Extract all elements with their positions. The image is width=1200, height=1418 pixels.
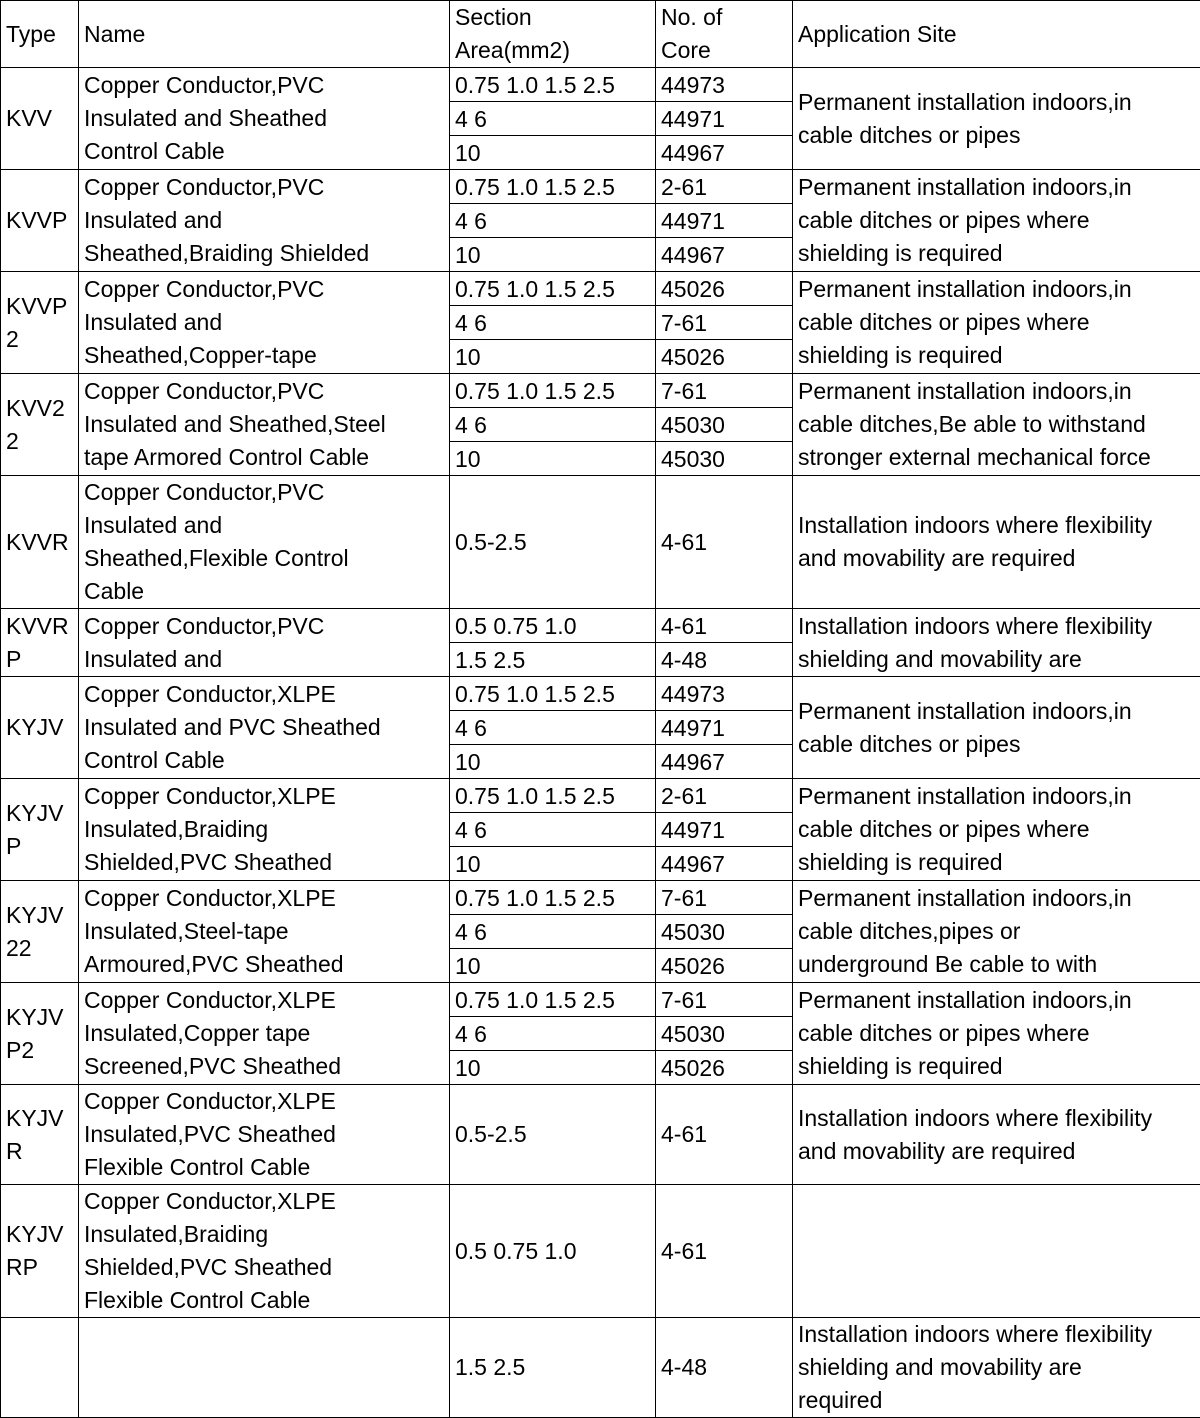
cell-application-site: Permanent installation indoors,in cable ditches or pipes where shielding is required — [793, 983, 1200, 1085]
cell-application-site: Permanent installation indoors,in cable ditches,Be able to withstand stronger external mechanical force — [793, 374, 1200, 476]
cell-core-count: 45026 — [656, 272, 793, 306]
cell-section-area: 0.5 0.75 1.0 — [450, 1185, 656, 1318]
header-type: Type — [1, 1, 79, 68]
table-row — [1, 983, 1200, 1017]
cell-name — [79, 1318, 450, 1418]
cell-section-area: 10 — [450, 340, 656, 374]
cell-section-area: 1.5 2.5 — [450, 643, 656, 677]
cell-section-area: 10 — [450, 442, 656, 476]
cell-core-count: 7-61 — [656, 306, 793, 340]
cell-section-area: 10 — [450, 238, 656, 272]
table-body — [1, 68, 1200, 1418]
cell-type: KVVR P — [1, 609, 79, 677]
cell-core-count: 44971 — [656, 711, 793, 745]
cell-core-count: 44971 — [656, 204, 793, 238]
cell-name: Copper Conductor,PVC Insulated and Sheathed Control Cable — [79, 68, 450, 170]
cell-name: Copper Conductor,XLPE Insulated,PVC Sheathed Flexible Control Cable — [79, 1085, 450, 1185]
cell-section-area: 10 — [450, 136, 656, 170]
cell-section-area: 4 6 — [450, 408, 656, 442]
cell-name: Copper Conductor,XLPE Insulated,Braiding Shielded,PVC Sheathed Flexible Control Cable — [79, 1185, 450, 1318]
cell-core-count: 7-61 — [656, 983, 793, 1017]
header-row — [1, 1, 1200, 68]
cell-name: Copper Conductor,PVC Insulated and Sheathed,Steel tape Armored Control Cable — [79, 374, 450, 476]
cell-core-count: 44971 — [656, 102, 793, 136]
cell-type: KVVP — [1, 170, 79, 272]
cell-application-site: Permanent installation indoors,in cable ditches or pipes where shielding is required — [793, 272, 1200, 374]
cell-section-area: 4 6 — [450, 711, 656, 745]
cell-section-area: 4 6 — [450, 306, 656, 340]
table-row — [1, 779, 1200, 813]
table-row — [1, 68, 1200, 102]
cell-type: KYJV — [1, 677, 79, 779]
cell-application-site: Permanent installation indoors,in cable ditches or pipes where shielding is required — [793, 779, 1200, 881]
cell-core-count: 44973 — [656, 677, 793, 711]
cell-application-site: Installation indoors where flexibility shielding and movability are — [793, 609, 1200, 677]
cell-type: KYJV 22 — [1, 881, 79, 983]
cell-name: Copper Conductor,PVC Insulated and — [79, 609, 450, 677]
cell-section-area: 0.75 1.0 1.5 2.5 — [450, 68, 656, 102]
cell-name: Copper Conductor,XLPE Insulated,Copper tape Screened,PVC Sheathed — [79, 983, 450, 1085]
cell-section-area: 4 6 — [450, 813, 656, 847]
cell-core-count: 4-61 — [656, 476, 793, 609]
cell-core-count: 7-61 — [656, 881, 793, 915]
cell-type: KYJV P2 — [1, 983, 79, 1085]
header-section-area: Section Area(mm2) — [450, 1, 656, 68]
header-application-site: Application Site — [793, 1, 1200, 68]
table-row — [1, 1085, 1200, 1185]
cell-section-area: 4 6 — [450, 204, 656, 238]
cell-application-site: Installation indoors where flexibility and movability are required — [793, 476, 1200, 609]
table-row — [1, 374, 1200, 408]
header-name: Name — [79, 1, 450, 68]
cell-name: Copper Conductor,XLPE Insulated,Steel-tape Armoured,PVC Sheathed — [79, 881, 450, 983]
cell-type: KYJV R — [1, 1085, 79, 1185]
cell-section-area: 0.75 1.0 1.5 2.5 — [450, 677, 656, 711]
cell-section-area: 10 — [450, 1051, 656, 1085]
cell-section-area: 10 — [450, 949, 656, 983]
cell-section-area: 4 6 — [450, 1017, 656, 1051]
cell-application-site: Permanent installation indoors,in cable ditches,pipes or underground Be cable to with — [793, 881, 1200, 983]
table-row — [1, 1318, 1200, 1418]
cell-core-count: 45030 — [656, 442, 793, 476]
table-row — [1, 881, 1200, 915]
cell-core-count: 44967 — [656, 847, 793, 881]
cell-type: KVV2 2 — [1, 374, 79, 476]
cell-type: KYJV P — [1, 779, 79, 881]
cell-core-count: 44967 — [656, 238, 793, 272]
cell-name: Copper Conductor,XLPE Insulated,Braiding Shielded,PVC Sheathed — [79, 779, 450, 881]
cell-name: Copper Conductor,PVC Insulated and Sheathed,Flexible Control Cable — [79, 476, 450, 609]
cell-section-area: 0.5-2.5 — [450, 1085, 656, 1185]
cell-name: Copper Conductor,PVC Insulated and Sheathed,Copper-tape — [79, 272, 450, 374]
cell-section-area: 10 — [450, 847, 656, 881]
cell-section-area: 0.75 1.0 1.5 2.5 — [450, 170, 656, 204]
cell-application-site — [793, 1185, 1200, 1318]
table-row — [1, 272, 1200, 306]
cell-section-area: 10 — [450, 745, 656, 779]
cell-type: KVV — [1, 68, 79, 170]
header-core-count: No. of Core — [656, 1, 793, 68]
cell-type: KVVP 2 — [1, 272, 79, 374]
cell-core-count: 2-61 — [656, 170, 793, 204]
cell-core-count: 45030 — [656, 915, 793, 949]
cell-core-count: 45026 — [656, 1051, 793, 1085]
cell-core-count: 44967 — [656, 745, 793, 779]
cell-section-area: 0.75 1.0 1.5 2.5 — [450, 374, 656, 408]
cell-section-area: 1.5 2.5 — [450, 1318, 656, 1418]
table-row — [1, 476, 1200, 609]
cell-core-count: 2-61 — [656, 779, 793, 813]
cell-section-area: 0.75 1.0 1.5 2.5 — [450, 272, 656, 306]
cell-core-count: 4-61 — [656, 1185, 793, 1318]
cell-application-site: Permanent installation indoors,in cable ditches or pipes — [793, 68, 1200, 170]
cell-section-area: 0.5-2.5 — [450, 476, 656, 609]
table-row — [1, 1185, 1200, 1318]
cell-application-site: Permanent installation indoors,in cable ditches or pipes — [793, 677, 1200, 779]
cell-type — [1, 1318, 79, 1418]
cell-type: KVVR — [1, 476, 79, 609]
table-row — [1, 170, 1200, 204]
cell-application-site: Installation indoors where flexibility and movability are required — [793, 1085, 1200, 1185]
cell-core-count: 44971 — [656, 813, 793, 847]
cell-name: Copper Conductor,PVC Insulated and Sheathed,Braiding Shielded — [79, 170, 450, 272]
cell-core-count: 4-48 — [656, 1318, 793, 1418]
table-row — [1, 609, 1200, 643]
cell-core-count: 45030 — [656, 408, 793, 442]
cell-section-area: 0.75 1.0 1.5 2.5 — [450, 779, 656, 813]
cell-core-count: 45026 — [656, 949, 793, 983]
cell-core-count: 44973 — [656, 68, 793, 102]
cell-section-area: 0.5 0.75 1.0 — [450, 609, 656, 643]
cell-application-site: Installation indoors where flexibility shielding and movability are required — [793, 1318, 1200, 1418]
cell-type: KYJV RP — [1, 1185, 79, 1318]
cell-application-site: Permanent installation indoors,in cable ditches or pipes where shielding is required — [793, 170, 1200, 272]
cell-core-count: 45030 — [656, 1017, 793, 1051]
cell-core-count: 7-61 — [656, 374, 793, 408]
cell-core-count: 4-61 — [656, 1085, 793, 1185]
cell-name: Copper Conductor,XLPE Insulated and PVC Sheathed Control Cable — [79, 677, 450, 779]
cell-core-count: 44967 — [656, 136, 793, 170]
cell-core-count: 4-61 — [656, 609, 793, 643]
cell-section-area: 4 6 — [450, 915, 656, 949]
cell-core-count: 4-48 — [656, 643, 793, 677]
table-row — [1, 677, 1200, 711]
cell-section-area: 4 6 — [450, 102, 656, 136]
cell-section-area: 0.75 1.0 1.5 2.5 — [450, 881, 656, 915]
cell-core-count: 45026 — [656, 340, 793, 374]
cell-section-area: 0.75 1.0 1.5 2.5 — [450, 983, 656, 1017]
